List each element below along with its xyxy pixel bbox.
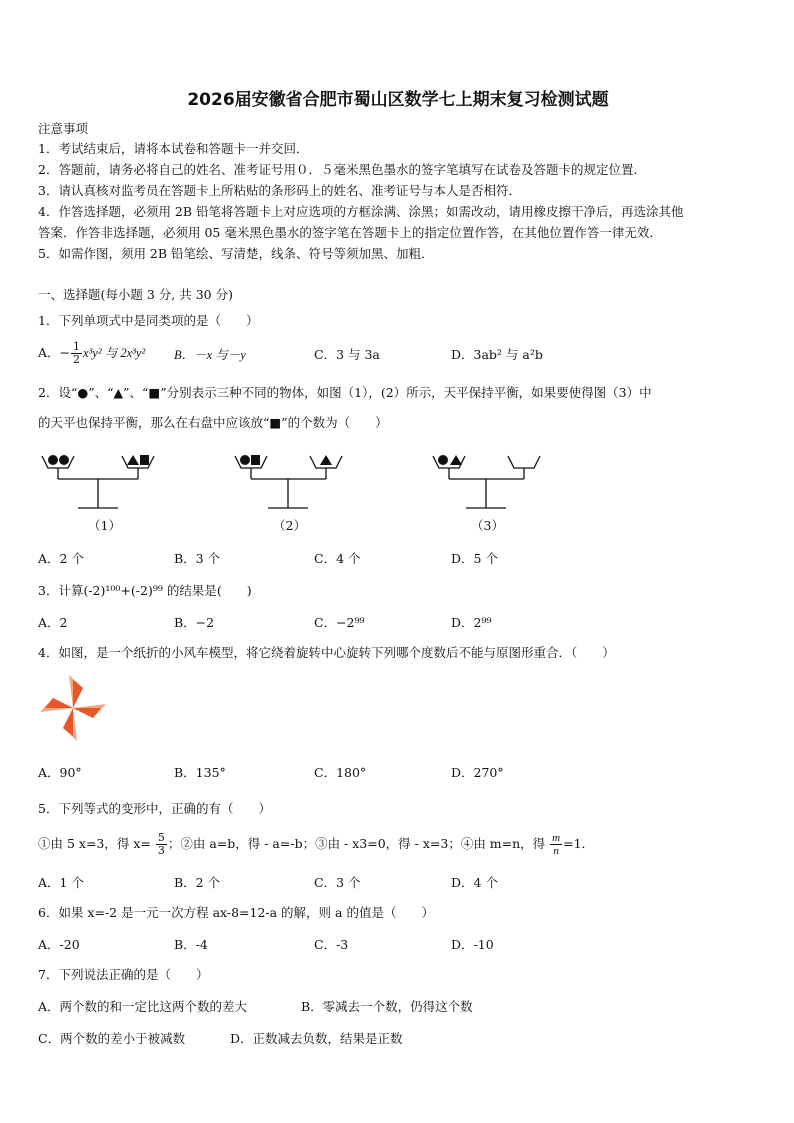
question-5-stem: 5．下列等式的变形中，正确的有（ ） <box>38 801 271 816</box>
q4-option-c: C．180° <box>314 765 367 780</box>
q5-option-b: B．2 个 <box>174 875 221 890</box>
question-4-stem: 4．如图，是一个纸折的小风车模型，将它绕着旋转中心旋转下列哪个度数后不能与原图形重合．（ ） <box>38 645 615 660</box>
q5-option-a: A．1 个 <box>38 875 84 890</box>
q7-option-b: B．零减去一个数，仍得这个数 <box>301 999 473 1014</box>
q4-option-a: A．90° <box>38 765 82 780</box>
q2-option-a: A．2 个 <box>38 551 84 566</box>
q1-option-c: C．3 与 3a <box>314 347 380 362</box>
q6-option-b: B．-4 <box>174 937 208 952</box>
page-title: 2026届安徽省合肥市蜀山区数学七上期末复习检测试题 <box>187 90 609 110</box>
q3-option-d: D．2⁹⁹ <box>451 615 492 630</box>
notice-item: 1．考试结束后，请将本试卷和答题卡一并交回． <box>38 141 309 156</box>
notice-item: 5．如需作图，须用 2B 铅笔绘、写清楚，线条、符号等须加黑、加粗． <box>38 246 434 261</box>
notice-item: 答案．作答非选择题，必须用 05 毫米黑色墨水的签字笔在答题卡上的指定位置作答，在其他位置作答一律无效． <box>38 225 662 240</box>
notice-item: 3．请认真核对监考员在答题卡上所粘贴的条形码上的姓名、准考证号与本人是否相符． <box>38 183 521 198</box>
notice-item: 4．作答选择题，必须用 2B 铅笔将答题卡上对应选项的方框涂满、涂黑；如需改动，请用橡皮擦干净后，再选涂其他 <box>38 204 684 219</box>
q5-option-c: C．3 个 <box>314 875 361 890</box>
question-3-stem: 3．计算(-2)¹⁰⁰+(-2)⁹⁹ 的结果是( ) <box>38 583 252 598</box>
q4-option-b: B．135° <box>174 765 226 780</box>
question-7-stem: 7．下列说法正确的是（ ） <box>38 967 209 982</box>
question-5-statements: ①由 5 x=3，得 x= $\frac{5}{3}$ ；②由 a=b，得 - a=-b；③由 - x3=0，得 - x=3；④由 m=n，得 $\frac{m}{n}$ =1． <box>38 831 595 857</box>
balance-figures <box>38 446 598 536</box>
q4-option-d: D．270° <box>451 765 504 780</box>
q6-option-d: D．-10 <box>451 937 494 952</box>
question-2-stem-1: 2．设“●”、“▲”、“■”分别表示三种不同的物体，如图（1），(2）所示，天平保持平衡，如果要使得图（3）中 <box>38 385 652 400</box>
figure-caption: （2） <box>273 518 306 533</box>
question-1-stem: 1．下列单项式中是同类项的是（ ） <box>38 313 259 328</box>
q2-option-d: D．5 个 <box>451 551 498 566</box>
q5-option-d: D．4 个 <box>451 875 498 890</box>
question-6-stem: 6．如果 x=-2 是一元一次方程 ax-8=12-a 的解，则 a 的值是（ ） <box>38 905 434 920</box>
q1-option-d: D．3ab² 与 a²b <box>451 347 543 362</box>
q6-option-a: A．-20 <box>38 937 80 952</box>
figure-caption: （3） <box>471 518 504 533</box>
q6-option-c: C．-3 <box>314 937 349 952</box>
notice-item: 2．答题前，请务必将自己的姓名、准考证号用０．５毫米黑色墨水的签字笔填写在试卷及答题卡的规定位置． <box>38 162 646 177</box>
q1-option-a: A．− $\frac{1}{2}$ x³y² 与 2x³y² <box>38 340 146 366</box>
q7-option-d: D．正数减去负数，结果是正数 <box>230 1031 403 1046</box>
section-heading: 一、选择题(每小题 3 分, 共 30 分) <box>38 287 233 302</box>
q2-option-b: B．3 个 <box>174 551 221 566</box>
question-2-stem-2: 的天平也保持平衡，那么在右盘中应该放“■”的个数为（ ） <box>38 415 388 430</box>
q2-option-c: C．4 个 <box>314 551 361 566</box>
q1-option-b: B．－x 与－y <box>174 348 246 362</box>
pinwheel-image <box>38 673 108 743</box>
notice-heading: 注意事项 <box>38 121 89 136</box>
figure-caption: （1） <box>88 518 121 533</box>
q3-option-b: B．−2 <box>174 615 215 630</box>
q3-option-a: A．2 <box>38 615 68 630</box>
q3-option-c: C．−2⁹⁹ <box>314 615 365 630</box>
q7-option-a: A．两个数的和一定比这两个数的差大 <box>38 999 248 1014</box>
q7-option-c: C．两个数的差小于被减数 <box>38 1031 186 1046</box>
